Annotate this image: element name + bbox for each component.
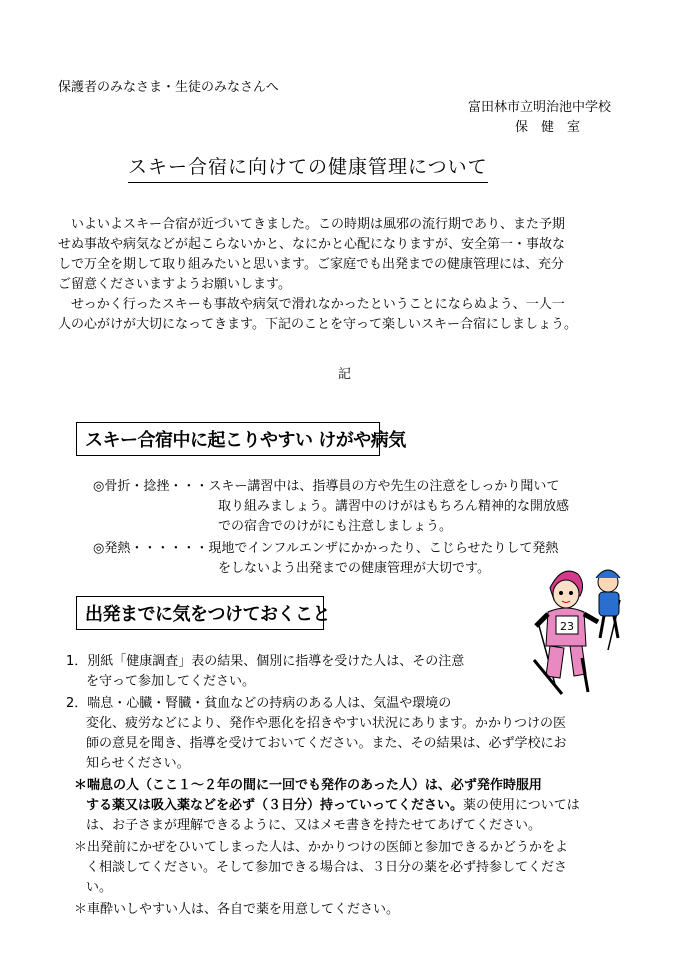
skier-illustration: [520, 560, 635, 695]
school-name: 富田林市立明治池中学校: [468, 100, 612, 115]
intro-line: いよいよスキー合宿が近づいてきました。この時期は風邪の流行期であり、また予期: [58, 217, 566, 232]
item2-line: 2．喘息・心臓・腎臓・貧血などの持病のある人は、気温や環境の: [66, 696, 452, 711]
item2-line: 師の意見を聞き、指導を受けておいてください。また、その結果は、必ず学校にお: [86, 736, 567, 751]
cold-note-line: ＊出発前にかぜをひいてしまった人は、かかりつけの医師と参加できるかどうかをよ: [74, 840, 569, 855]
bib-number: 23: [560, 620, 574, 633]
asthma-note-bold: する薬又は吸入薬などを必ず（３日分）持っていってください。: [86, 798, 464, 813]
fracture-line: での宿舎でのけがにも注意しましょう。: [218, 519, 453, 534]
intro-line: せぬ事故や病気などが起こらないかと、なにかと心配になりますが、安全第一・事故な: [58, 237, 566, 252]
fever-line: をしないよう出発までの健康管理が大切です。: [218, 561, 490, 576]
asthma-note-line: ＊喘息の人（ここ１～２年の間に一回でも発作のあった人）は、必ず発作時服用: [74, 778, 542, 793]
fracture-line: 取り組みましょう。講習中のけがはもちろん精神的な開放感: [218, 499, 570, 514]
recipients: 保護者のみなさま・生徒のみなさんへ: [58, 80, 279, 95]
section1-heading: スキー合宿中に起こりやすい けがや病気: [76, 422, 380, 456]
intro-line: しで万全を期して取り組みたいと思います。ご家庭でも出発までの健康管理には、充分: [58, 257, 564, 272]
item1-line: 1．別紙「健康調査」表の結果、個別に指導を受けた人は、その注意: [66, 654, 465, 669]
asthma-note-rest: 薬の使用については: [463, 798, 580, 813]
cold-note-line: く相談してください。そして参加できる場合は、３日分の薬を必ず持参してくださ: [86, 860, 568, 875]
intro-line: ご留意くださいますようお願いします。: [58, 277, 291, 292]
intro-line: 人の心がけが大切になってきます。下記のことを守って楽しいスキー合宿にしましょう。: [58, 317, 577, 332]
fracture-line: ◎骨折・捻挫・・・スキー講習中は、指導員の方や先生の注意をしっかり聞いて: [93, 479, 560, 494]
motion-sickness-note: ＊車酔いしやすい人は、各自で薬を用意してください。: [74, 902, 400, 917]
asthma-note-line: [86, 794, 580, 813]
office-name: 保 健 室: [515, 120, 581, 135]
section2-heading: 出発までに気をつけておくこと: [76, 596, 324, 630]
item2-line: 変化、疲労などにより、発作や悪化を招きやすい状況にあります。かかりつけの医: [86, 716, 566, 731]
intro-line: せっかく行ったスキーも事故や病気で滑れなかったということにならぬよう、一人一: [58, 297, 565, 312]
item1-line: を守って参加してください。: [86, 674, 256, 689]
ki-marker: 記: [338, 367, 352, 382]
asthma-note-line: は、お子さまが理解できるように、又はメモ書きを持たせてあげてください。: [86, 818, 542, 833]
page-title: スキー合宿に向けての健康管理について: [128, 152, 488, 183]
cold-note-line: い。: [86, 880, 113, 895]
item2-line: 知らせください。: [86, 756, 190, 771]
fever-line: ◎発熱・・・・・・現地でインフルエンザにかかったり、こじらせたりして発熱: [93, 541, 559, 556]
